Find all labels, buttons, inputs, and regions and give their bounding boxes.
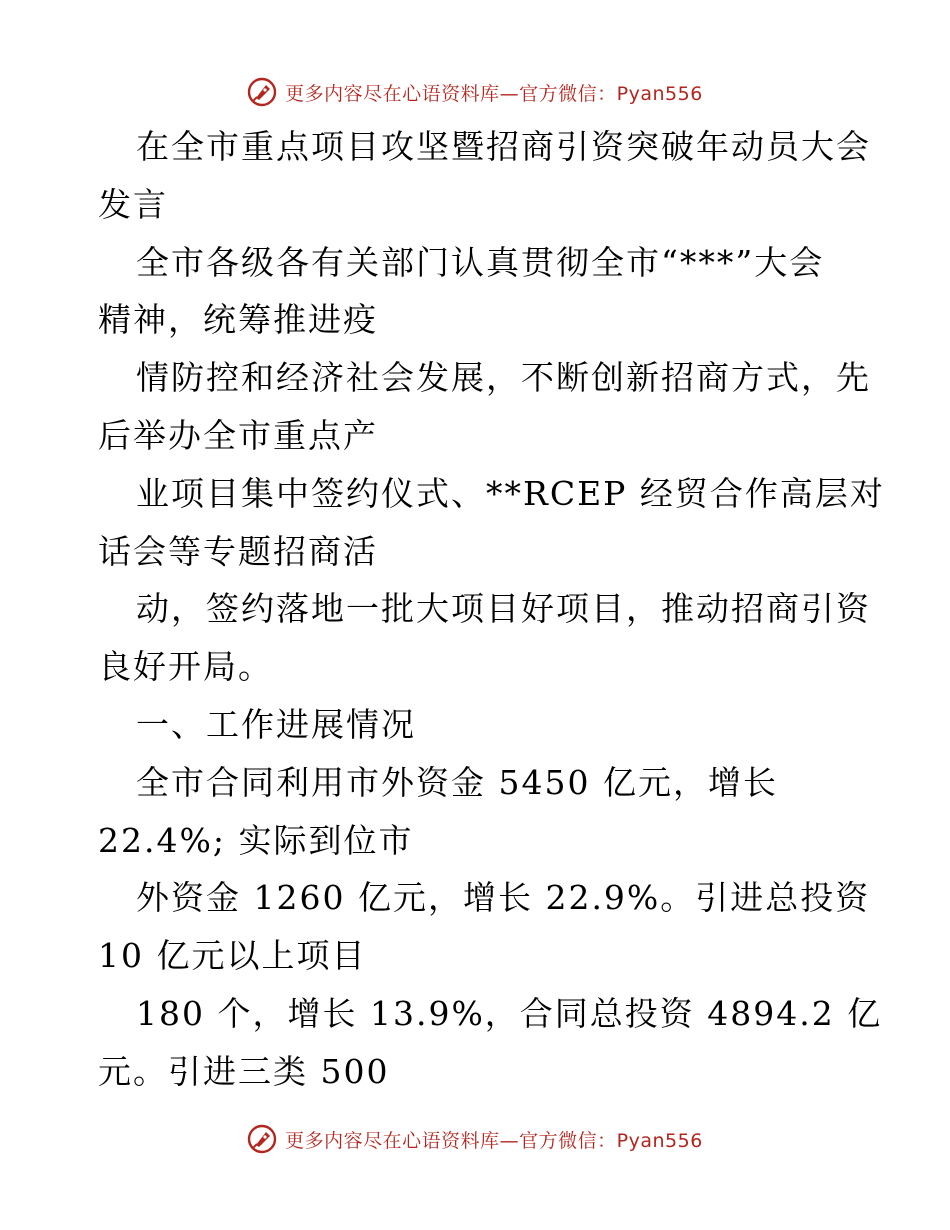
document-line: 一、工作进展情况 [136, 704, 416, 744]
document-line: 10 亿元以上项目 [98, 936, 367, 976]
document-line: 外资金 1260 亿元，增长 22.9%。引进总投资 [136, 878, 871, 918]
document-line: 全市各级各有关部门认真贯彻全市“***”大会 [136, 242, 825, 282]
footer-banner-text: 更多内容尽在心语资料库—官方微信：Pyan556 [285, 1129, 703, 1152]
document-line: 良好开局。 [98, 647, 273, 687]
document-line: 话会等专题招商活 [98, 531, 378, 571]
document-line: 发言 [98, 184, 168, 224]
document-line: 22.4%; 实际到位市 [98, 820, 414, 860]
document-line: 后举办全市重点产 [98, 415, 378, 455]
pen-nib-logo-icon [247, 1124, 277, 1154]
footer-banner [0, 1119, 950, 1159]
document-line: 180 个，增长 13.9%，合同总投资 4894.2 亿 [136, 993, 883, 1033]
document-line: 精神，统筹推进疫 [98, 300, 378, 340]
document-line: 情防控和经济社会发展，不断创新招商方式，先 [136, 358, 871, 398]
header-banner [0, 72, 950, 112]
document-line: 动，签约落地一批大项目好项目，推动招商引资 [136, 589, 871, 629]
pen-nib-logo-icon [247, 77, 277, 107]
header-banner-text: 更多内容尽在心语资料库—官方微信：Pyan556 [285, 82, 703, 105]
document-line: 全市合同利用市外资金 5450 亿元，增长 [136, 762, 778, 802]
document-line: 业项目集中签约仪式、**RCEP 经贸合作高层对 [136, 473, 885, 513]
document-body [98, 118, 885, 1101]
document-line: 在全市重点项目攻坚暨招商引资突破年动员大会 [136, 127, 871, 166]
document-line: 元。引进三类 500 [98, 1051, 390, 1091]
